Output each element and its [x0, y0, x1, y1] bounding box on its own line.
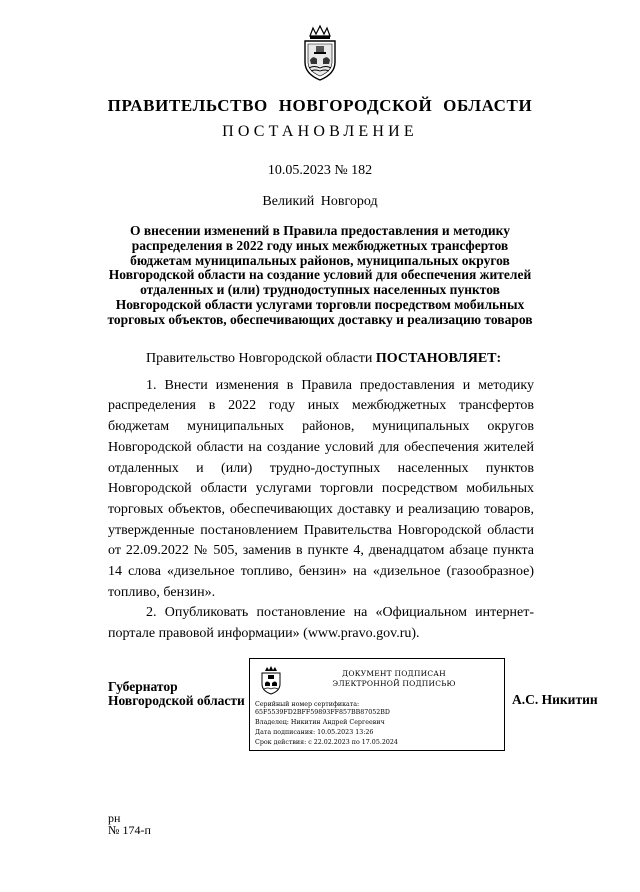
stamp-cert-number: 65F5539FD2BFF59893FF857BB87052BD	[255, 709, 390, 716]
document-footer	[108, 812, 151, 836]
lead-keyword: ПОСТАНОВЛЯЕТ:	[375, 351, 502, 366]
stamp-title	[294, 669, 494, 688]
signatory-name: А.С. Никитин	[512, 692, 598, 707]
signatory-title-line2: Новгородской области	[108, 693, 245, 708]
document-body	[108, 349, 534, 645]
paragraph-1: 1. Внести изменения в Правила предоставления и методику распределения в 2022 году иных межбюджетных трансфертов бюджетам муниципальных районов, муниципальных округов Новгородской области на создание условий для обеспечения жителей отдаленных и (или) трудно-доступных населенных пунктов Новгородской области услугами торговли посредством мобильных торговых объектов, обеспечивающих доставку и реализацию товаров, утвержденные постановлением Правительства Новгородской области от 22.09.2022 № 505, заменив в пункте 4, двенадцатом абзаце пункта 14 слова «дизельное топливо, бензин» на «дизельное (газообразное) топливо, бензин».	[108, 377, 534, 600]
footer-initials: рн	[108, 811, 121, 825]
signatory-title-line1: Губернатор	[108, 679, 178, 694]
electronic-signature-stamp	[249, 658, 505, 751]
resolution-lead	[108, 349, 534, 370]
stamp-owner: Владелец: Никитин Андрей Сергеевич	[255, 719, 385, 726]
signatory-title	[108, 680, 245, 708]
stamp-title-line1: ДОКУМЕНТ ПОДПИСАН	[342, 669, 446, 678]
footer-ref-number: № 174-п	[108, 823, 151, 837]
paragraph-2: 2. Опубликовать постановление на «Официальном интернет-портале правовой информации» (www.pravo.gov.ru).	[108, 605, 534, 642]
document-type: ПОСТАНОВЛЕНИЕ	[222, 123, 418, 140]
coat-of-arms-emblem	[300, 24, 340, 82]
document-subject: О внесении изменений в Правила предоставления и методику распределения в 2022 году иных межбюджетных трансфертов бюджетам муниципальных районов, муниципальных округов Новгородской области на создание условий для обеспечения жителей отдаленных и (или) труднодоступных населенных пунктов Новгородской области услугами торговли посредством мобильных торговых объектов, обеспечивающих доставку и реализацию товаров	[107, 223, 533, 327]
stamp-cert-label: Серийный номер сертификата:	[255, 701, 360, 708]
stamp-title-line2: ЭЛЕКТРОННОЙ ПОДПИСЬЮ	[332, 678, 456, 688]
stamp-validity: Срок действия: с 22.02.2023 по 17.05.2024	[255, 739, 398, 746]
document-date-number: 10.05.2023 № 182	[267, 163, 373, 178]
stamp-emblem-icon	[260, 665, 282, 695]
lead-text: Правительство Новгородской области	[146, 351, 376, 366]
document-city: Великий Новгород	[262, 194, 378, 209]
stamp-signed-date: Дата подписания: 10.05.2023 13:26	[255, 729, 374, 736]
organization-title: ПРАВИТЕЛЬСТВО НОВГОРОДСКОЙ ОБЛАСТИ	[107, 96, 533, 115]
